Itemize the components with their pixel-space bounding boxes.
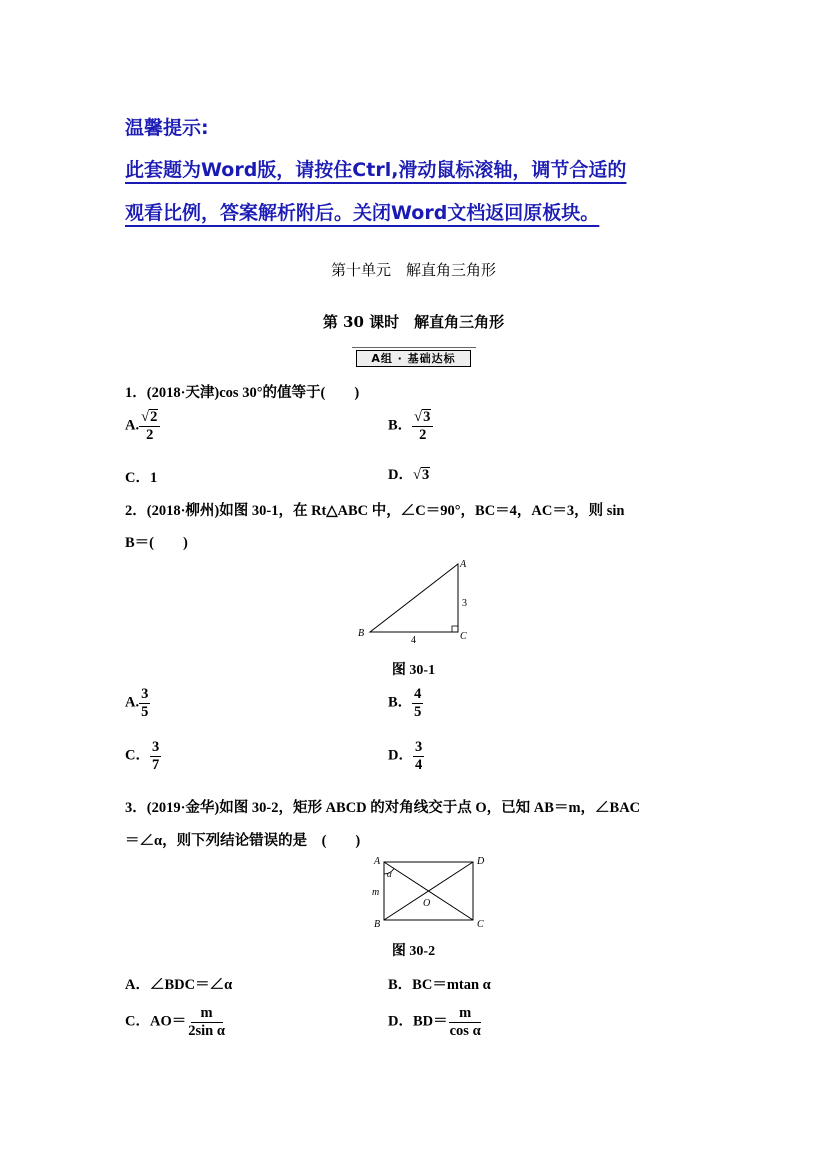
label-b: B: [358, 628, 365, 639]
unit-title: 第十单元 解直角三角形: [330, 261, 496, 279]
label-bc-length: 4: [411, 635, 416, 646]
q2-c-fraction: [150, 739, 161, 773]
q2-stem-line-1: 2．(2018·柳州)如图 30-1，在 Rt△ABC 中，∠C＝90°，BC＝4，AC＝3，则 sin: [125, 503, 625, 519]
q2-d-fraction: [413, 739, 424, 773]
right-angle-marker: [452, 626, 458, 632]
section-banner: A组 · 基础达标: [356, 350, 470, 367]
q3-d-fraction: [448, 1005, 483, 1039]
q2-d-numerator: 3: [414, 739, 423, 755]
label-c: C: [460, 631, 467, 642]
q2-a-numerator: 3: [141, 686, 149, 702]
q2-a-denominator: 5: [141, 703, 149, 720]
q1-option-d: D． √ 3: [388, 467, 430, 484]
q2-c-numerator: 3: [151, 739, 160, 755]
q1-d-label: D．: [388, 467, 413, 483]
q3-option-c: [125, 1005, 227, 1039]
q3-option-a: A．∠BDC＝∠α: [125, 977, 233, 993]
triangle-abc: [370, 564, 458, 632]
q2-b-fraction: [412, 686, 423, 720]
q2-option-b: [388, 686, 423, 720]
q2-b-numerator: 4: [414, 686, 422, 702]
q1-option-c: C．1: [125, 470, 158, 486]
tip-title: 温馨提示:: [125, 117, 209, 139]
q2-d-label: D．: [388, 747, 413, 764]
q2-option-c: [125, 739, 161, 773]
q2-a-fraction: [139, 686, 150, 720]
label-b: B: [374, 919, 381, 930]
q1-a-numerator: 2: [150, 409, 158, 426]
q1-b-numerator: 3: [423, 409, 431, 426]
label-ac-length: 3: [462, 598, 467, 609]
label-a: A: [374, 856, 381, 867]
figure-30-1-caption: 图 30-1: [391, 663, 436, 678]
label-m: m: [372, 887, 380, 898]
q3-c-fraction: [186, 1005, 227, 1039]
q2-stem-line-2: B＝( ): [125, 535, 188, 551]
q3-c-numerator: m: [191, 1005, 223, 1023]
q3-option-d: [388, 1005, 483, 1039]
q2-b-denominator: 5: [414, 703, 422, 720]
q3-d-denominator: cos α: [449, 1022, 481, 1039]
q1-d-radicand: 3: [421, 467, 430, 484]
q2-a-label: A.: [125, 694, 140, 711]
q1-b-fraction: √ 3 2: [412, 409, 433, 444]
q2-b-label: B．: [388, 694, 413, 711]
q1-b-label: B．: [388, 417, 413, 434]
figure-30-2-caption: 图 30-2: [391, 944, 436, 959]
section-banner-wrap: [0, 347, 827, 366]
label-c: C: [477, 919, 484, 930]
q3-c-denominator: 2sin α: [188, 1022, 225, 1039]
q2-c-denominator: 7: [151, 756, 160, 773]
q1-b-denominator: 2: [419, 427, 427, 444]
q1-a-label: A.: [125, 417, 140, 434]
q3-option-b: B．BC＝mtan α: [388, 977, 491, 993]
q3-stem-line-2: ＝∠α，则下列结论错误的是 ( ): [125, 833, 361, 849]
q3-c-label: C．AO＝: [125, 1013, 187, 1030]
tip-line-2: 观看比例，答案解析附后。关闭Word文档返回原板块。: [125, 202, 600, 224]
label-a: A: [460, 559, 467, 570]
q3-stem-line-1: 3．(2019·金华)如图 30-2，矩形 ABCD 的对角线交于点 O，已知 AB＝m，∠BAC: [125, 800, 641, 816]
q1-option-a: [125, 409, 160, 444]
q2-c-label: C．: [125, 747, 150, 764]
q1-a-fraction: √ 2 2: [139, 409, 160, 444]
lesson-title: 第 30 课时 解直角三角形: [322, 313, 505, 331]
q2-option-a: [125, 686, 150, 720]
q2-d-denominator: 4: [414, 756, 423, 773]
q1-option-b: [388, 409, 433, 444]
label-o: O: [423, 898, 431, 909]
q1-stem: 1．(2018·天津)cos 30°的值等于( ): [125, 385, 360, 401]
label-alpha: α: [387, 869, 392, 879]
label-d: D: [477, 856, 485, 867]
tip-line-1: 此套题为Word版，请按住Ctrl,滑动鼠标滚轴，调节合适的: [125, 159, 627, 181]
q3-d-numerator: m: [449, 1005, 481, 1023]
figure-30-2: [368, 852, 493, 932]
figure-30-1: [350, 555, 480, 650]
q3-d-label: D．BD＝: [388, 1013, 448, 1030]
q2-option-d: [388, 739, 424, 773]
q1-a-denominator: 2: [146, 427, 154, 444]
